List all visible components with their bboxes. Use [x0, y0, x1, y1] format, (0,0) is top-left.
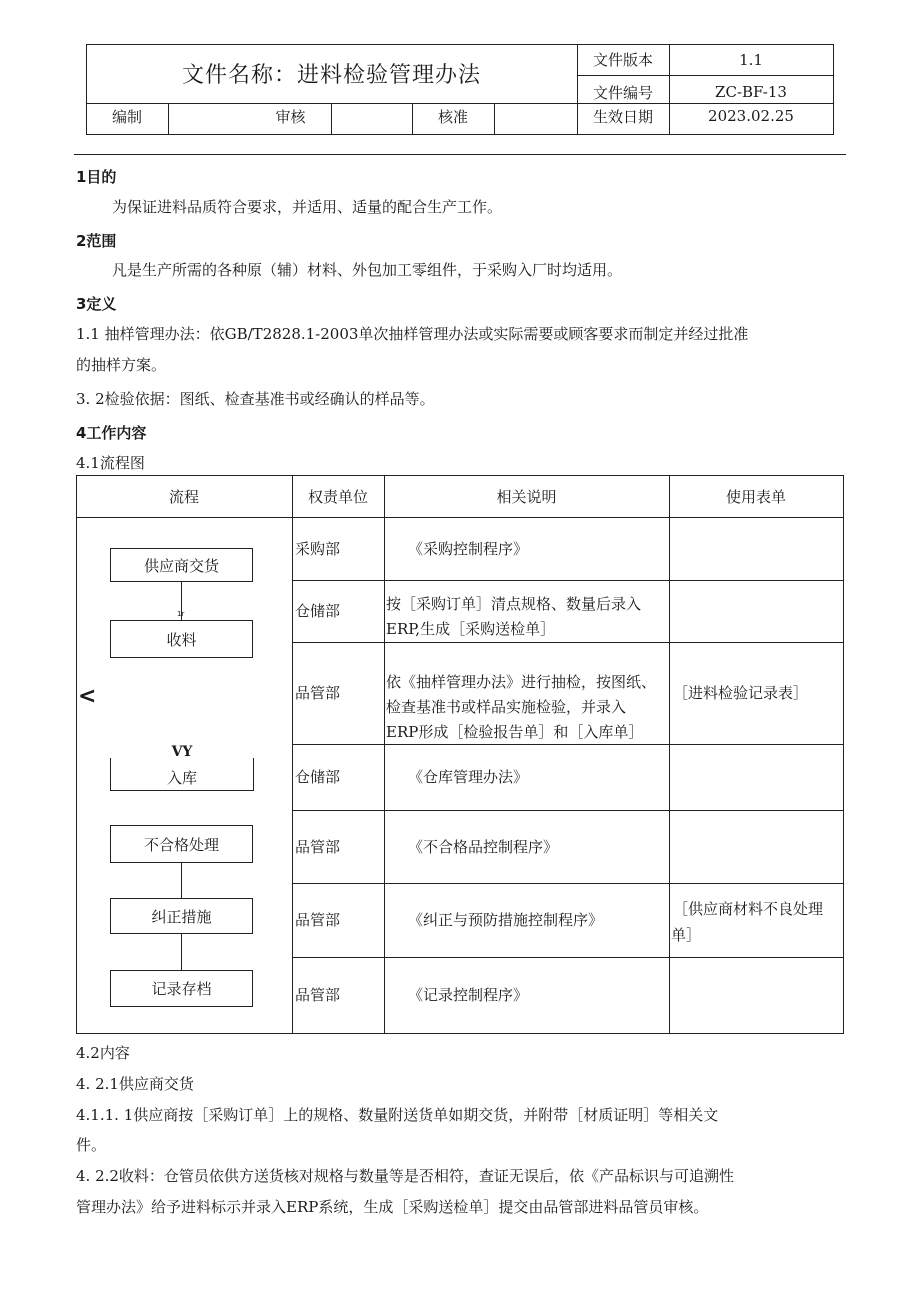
flow-box-receive: 收料	[110, 620, 253, 658]
section-4-2-title: 4.2内容	[76, 1044, 130, 1062]
flow-tiny-mark: 1r	[177, 610, 185, 618]
section-3-1-line1: 1.1 抽样管理办法：依GB/T2828.1-2003单次抽样管理办法或实际需要或顾客要求而制定并经过批准	[76, 325, 749, 343]
prepared-label: 编制	[111, 107, 142, 126]
section-4-2-1-title: 4. 2.1供应商交货	[76, 1075, 194, 1093]
row1-unit: 采购部	[295, 540, 341, 558]
row2-desc-line1: 按［采购订单］清点规格、数量后录入	[386, 595, 642, 613]
row7-unit: 品管部	[295, 986, 341, 1004]
version-label: 文件版本	[592, 51, 653, 69]
flow-vy-mark: VY	[171, 744, 193, 760]
effective-label: 生效日期	[592, 107, 653, 126]
row5-desc: 《不合格品控制程序》	[408, 838, 559, 856]
row6-desc: 《纠正与预防措施控制程序》	[408, 911, 604, 929]
flow-box-corrective: 纠正措施	[110, 898, 253, 934]
flow-box-nonconforming: 不合格处理	[110, 825, 253, 863]
section-3-title: 3定义	[76, 295, 117, 313]
flow-left-arrow-mark: <	[78, 684, 97, 709]
section-4-title: 4工作内容	[76, 424, 147, 442]
section-3-1-line2: 的抽样方案。	[76, 356, 167, 374]
flow-connector-3	[181, 934, 182, 970]
section-3-2: 3. 2检验依据：图纸、检查基准书或经确认的样品等。	[76, 390, 435, 408]
row4-unit: 仓储部	[295, 768, 341, 786]
row6-form-line1: ［供应商材料不良处理	[673, 900, 824, 918]
row2-desc-line2: ERP,生成［采购送检单］	[386, 620, 556, 638]
row4-desc: 《仓库管理办法》	[408, 768, 529, 786]
header-divider	[74, 154, 846, 155]
section-4-1-title: 4.1流程图	[76, 454, 145, 472]
row3-form: ［进料检验记录表］	[673, 684, 809, 702]
flow-connector-2	[181, 863, 182, 898]
col-header-form: 使用表单	[725, 487, 786, 506]
row6-form-line2: 单］	[671, 926, 702, 944]
row1-desc: 《采购控制程序》	[408, 540, 529, 558]
section-2-title: 2范围	[76, 232, 117, 250]
section-4-1-1-1-line1: 4.1.1. 1供应商按［采购订单］上的规格、数量附送货单如期交货，并附带［材质证明］等相关文	[76, 1106, 719, 1124]
version-value: 1.1	[739, 50, 763, 69]
row5-unit: 品管部	[295, 838, 341, 856]
row3-unit: 品管部	[295, 684, 341, 702]
section-4-2-2-line1: 4. 2.2收料：仓管员依供方送货核对规格与数量等是否相符，查证无误后，依《产品标识与可追溯性	[76, 1167, 734, 1185]
section-1-title: 1目的	[76, 168, 117, 186]
row3-desc-line1: 依《抽样管理办法》进行抽检，按图纸、	[386, 673, 657, 691]
section-4-1-1-1-line2: 件。	[76, 1136, 107, 1154]
docno-label: 文件编号	[592, 83, 653, 102]
docno-value: ZC-BF-13	[715, 83, 787, 101]
col-header-desc: 相关说明	[496, 487, 557, 506]
section-1-text: 为保证进料品质符合要求，并适用、适量的配合生产工作。	[112, 198, 503, 216]
col-header-unit: 权责单位	[307, 487, 368, 506]
section-2-text: 凡是生产所需的各种原（辅）材料、外包加工零组件，于采购入厂时均适用。	[112, 261, 623, 279]
reviewed-label: 审核	[275, 107, 306, 126]
flow-storage-label: 入库	[166, 769, 197, 787]
row2-unit: 仓储部	[295, 602, 341, 620]
row7-desc: 《记录控制程序》	[408, 986, 529, 1004]
col-header-flow: 流程	[168, 487, 199, 506]
row6-unit: 品管部	[295, 911, 341, 929]
section-4-2-2-line2: 管理办法》给予进料标示并录入ERP系统，生成［采购送检单］提交由品管部进料品管员审核。	[76, 1198, 709, 1216]
approved-label: 核准	[437, 107, 468, 126]
row3-desc-line3: ERP形成［检验报告单］和［入库单］	[386, 723, 644, 741]
flow-box-supplier-delivery: 供应商交货	[110, 548, 253, 582]
flow-box-records: 记录存档	[110, 970, 253, 1007]
document-title: 文件名称：进料检验管理办法	[181, 63, 481, 88]
effective-value: 2023.02.25	[708, 107, 794, 125]
row3-desc-line2: 检查基准书或样品实施检验，并录入	[386, 698, 627, 716]
